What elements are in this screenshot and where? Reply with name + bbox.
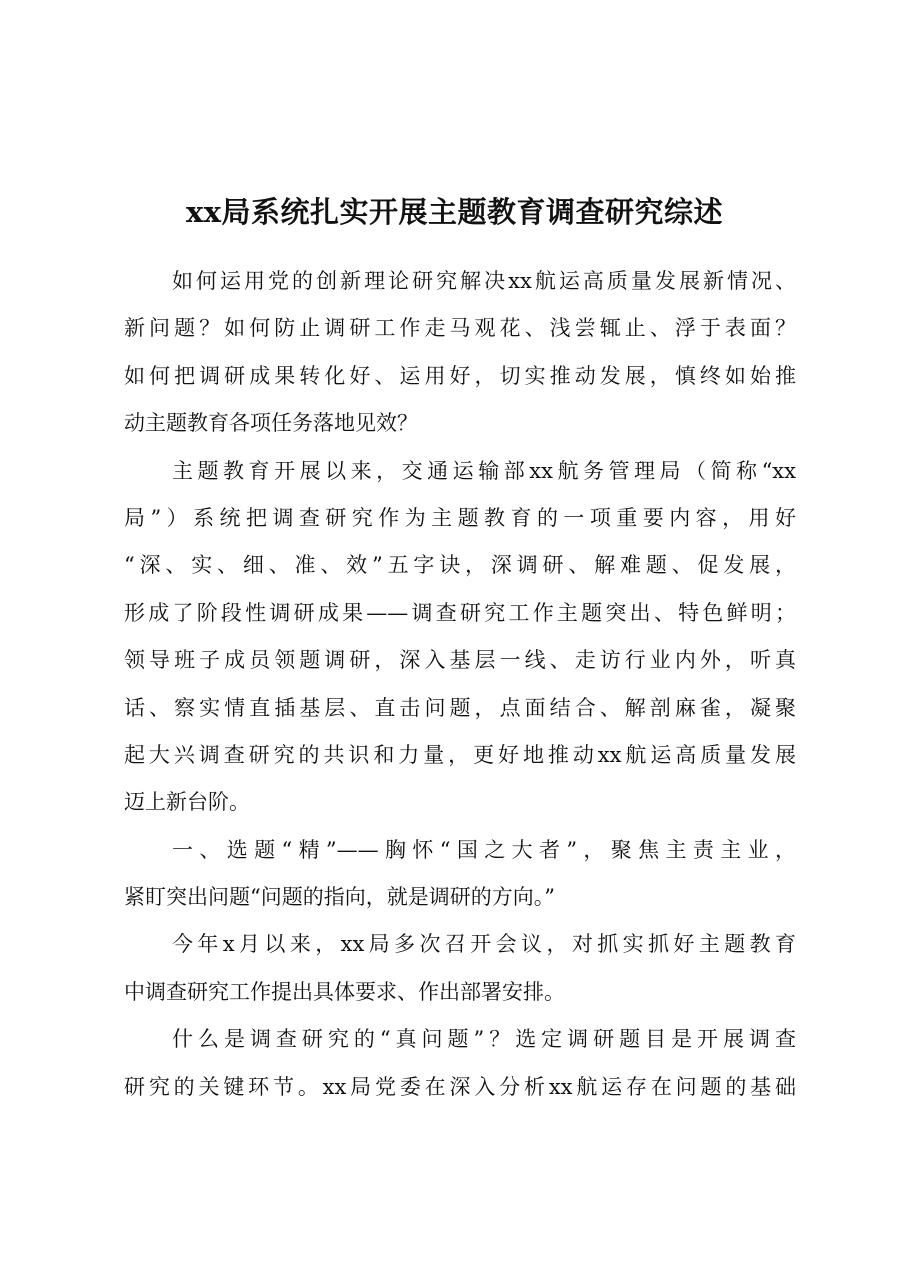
paragraph-2-line-8: 迈上新台阶。	[124, 790, 250, 815]
document-title: xx局系统扎实开展主题教育调查研究综述	[185, 195, 724, 229]
paragraph-3-line-1: 今年x月以来，xx局多次召开会议，对抓实抓好主题教育	[172, 932, 796, 957]
paragraph-2-line-4: 形成了阶段性调研成果——调查研究工作主题突出、特色鲜明；	[124, 600, 796, 625]
paragraph-2-line-7: 起大兴调查研究的共识和力量，更好地推动xx航运高质量发展	[124, 742, 796, 767]
paragraph-2-line-1: 主题教育开展以来，交通运输部xx航务管理局（简称“xx	[172, 458, 796, 483]
paragraph-2-line-3: “深、实、细、准、效”五字诀，深调研、解难题、促发展，	[124, 553, 796, 578]
paragraph-3-line-2: 中调查研究工作提出具体要求、作出部署安排。	[124, 979, 565, 1004]
paragraph-2-line-6: 话、察实情直插基层、直击问题，点面结合、解剖麻雀，凝聚	[124, 695, 796, 720]
section-heading-line-2: 紧盯突出问题“问题的指向，就是调研的方向。”	[124, 885, 555, 910]
document-body	[124, 258, 796, 1111]
paragraph-1-line-1: 如何运用党的创新理论研究解决xx航运高质量发展新情况、	[172, 269, 796, 293]
paragraph-1-line-2: 新问题？如何防止调研工作走马观花、浅尝辄止、浮于表面？	[124, 316, 796, 341]
paragraph-4-line-1: 什么是调查研究的“真问题”？选定调研题目是开展调查	[172, 1027, 796, 1052]
paragraph-1-line-3: 如何把调研成果转化好、运用好，切实推动发展，慎终如始推	[124, 363, 796, 388]
paragraph-2-line-5: 领导班子成员领题调研，深入基层一线、走访行业内外，听真	[124, 648, 796, 673]
paragraph-1-line-4: 动主题教育各项任务落地见效？	[124, 411, 418, 436]
paragraph-2-line-2: 局”）系统把调查研究作为主题教育的一项重要内容，用好	[124, 505, 796, 530]
paragraph-4-line-2: 研究的关键环节。xx局党委在深入分析xx航运存在问题的基础	[124, 1074, 796, 1099]
section-heading-line-1: 一、选题“精”——胸怀“国之大者”，聚焦主责主业，	[172, 837, 796, 862]
